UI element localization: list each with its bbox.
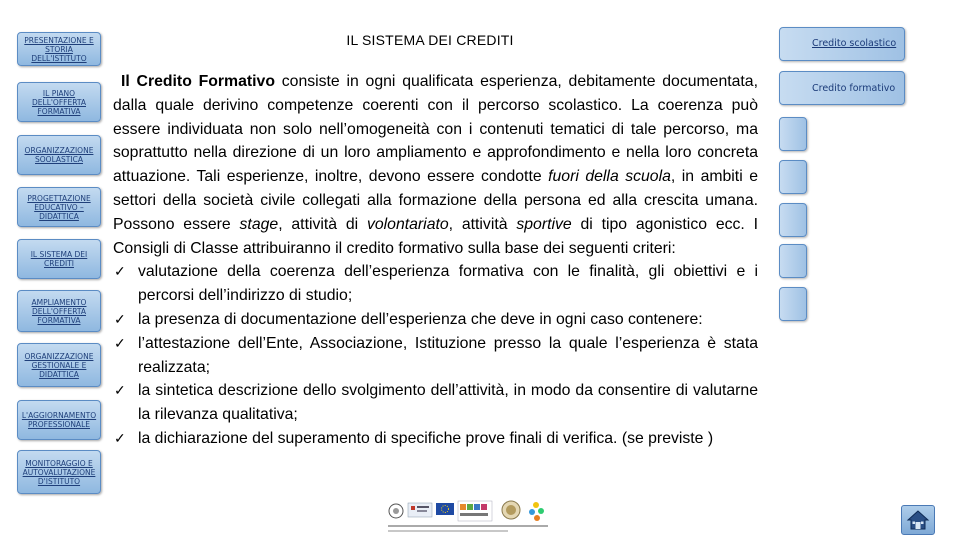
- nav-ampliamento[interactable]: [17, 290, 101, 332]
- criteria-text: la sintetica descrizione dello svolgimento dell’attività, in modo da consentire di valutarne la rilevanza qualitativa;: [138, 382, 758, 424]
- main-content: [113, 70, 758, 451]
- right-nav-button-7[interactable]: [779, 287, 807, 321]
- home-icon: [906, 509, 930, 531]
- intro-italic-3: volontariato: [366, 215, 449, 233]
- criteria-text: la presenza di documentazione dell’esperienza che deve in ogni caso contenere:: [138, 310, 703, 328]
- check-icon: ✓: [114, 429, 126, 446]
- eu-flag-logo: [436, 503, 454, 515]
- footer-caption-line: [388, 530, 508, 532]
- credito-scolastico-label[interactable]: Credito scolastico: [812, 38, 897, 49]
- list-item: [114, 260, 758, 308]
- nav-piano-offerta[interactable]: [17, 82, 101, 122]
- seal-logo: [502, 501, 520, 519]
- nav-progettazione[interactable]: [17, 187, 101, 227]
- list-item: [114, 332, 758, 380]
- nav-organizzazione-gestionale-label: ORGANIZZAZIONE GESTIONALE E DIDATTICA: [24, 351, 94, 379]
- right-nav-button-6[interactable]: [779, 244, 807, 278]
- intro-paragraph: [113, 70, 758, 260]
- nav-organizzazione-scolastica[interactable]: [17, 135, 101, 175]
- nav-aggiornamento[interactable]: [17, 400, 101, 440]
- credito-formativo-label: Credito formativo: [812, 83, 896, 94]
- intro-text-4: , attività: [448, 215, 517, 233]
- nav-organizzazione-scolastica-label: ORGANIZZAZIONE SOOLASTICA: [24, 146, 94, 164]
- intro-text-1: consiste in ogni qualificata esperienza, debitamente documentata, dalla quale derivino competenze coerenti con il percorso scolastico. La coerenza può essere individuata non solo nell’omogeneità con i contenuti tematici di tale percorso, ma soprattutto nella direzione di un loro ampliamento e approfondimento e nella loro concreta attuazione. Tali esperienze, inoltre, devono essere condotte: [113, 73, 758, 186]
- nav-progettazione-label: PROGETTAZIONE EDUCATIVO – DIDATTICA: [27, 193, 91, 221]
- intro-text-3: , attività di: [278, 215, 367, 233]
- emblem-logo: [389, 504, 403, 518]
- right-nav-button-3[interactable]: [779, 117, 807, 151]
- criteria-text: la dichiarazione del superamento di specifiche prove finali di verifica. (se previste ): [138, 429, 714, 447]
- list-item: [114, 308, 758, 332]
- criteria-text: valutazione della coerenza dell’esperienza formativa con le finalità, gli obiettivi e i percorsi dell’indirizzo di studio;: [138, 263, 758, 305]
- footer-caption-line: [388, 525, 548, 527]
- criteria-text: l’attestazione dell’Ente, Associazione, Istituzione presso la quale l’esperienza è stata realizzata;: [138, 334, 758, 376]
- intro-italic-2: stage: [239, 215, 279, 233]
- right-nav-button-5[interactable]: [779, 203, 807, 237]
- program-logo: [458, 501, 492, 521]
- page-title: IL SISTEMA DEI CREDITI: [346, 32, 514, 48]
- flower-logo: [529, 502, 544, 521]
- home-button[interactable]: [901, 505, 935, 535]
- check-icon: ✓: [114, 382, 126, 399]
- intro-lead: Il Credito Formativo: [121, 73, 275, 90]
- nav-presentazione[interactable]: [17, 32, 101, 66]
- criteria-list: [113, 260, 758, 450]
- intro-text-5: di tipo agonistico ecc. I Consigli di Classe attribuiranno il credito formativo sulla base dei seguenti criteri:: [113, 215, 758, 257]
- list-item: [114, 379, 758, 427]
- intro-text-2: , in ambiti e settori della società civile collegati alla formazione della persona ed alla crescita umana. Possono essere: [113, 168, 758, 233]
- nav-monitoraggio-label: MONITORAGGIO E AUTOVALUTAZIONE D'ISTITUTO: [22, 458, 96, 486]
- right-nav-button-4[interactable]: [779, 160, 807, 194]
- nav-ampliamento-label: AMPLIAMENTO DELL'OFFERTA FORMATIVA: [31, 297, 87, 325]
- nav-piano-offerta-label: IL PIANO DELL'OFFERTA FORMATIVA: [32, 88, 86, 116]
- nav-sistema-crediti[interactable]: [17, 239, 101, 279]
- check-icon: ✓: [114, 310, 126, 327]
- check-icon: ✓: [114, 334, 126, 351]
- intro-italic-1: fuori della scuola: [548, 168, 671, 186]
- nav-sistema-crediti-label: IL SISTEMA DEI CREDITI: [30, 250, 88, 268]
- nav-monitoraggio[interactable]: [17, 450, 101, 494]
- logos-strip: [386, 497, 554, 537]
- check-icon: ✓: [114, 263, 126, 280]
- intro-italic-4: sportive: [516, 215, 572, 233]
- institute-logo: [408, 503, 432, 517]
- nav-aggiornamento-label: L'AGGIORNAMENTO PROFESSIONALE: [21, 411, 97, 429]
- nav-organizzazione-gestionale[interactable]: [17, 343, 101, 387]
- list-item: [114, 427, 758, 451]
- nav-presentazione-label: PRESENTAZIONE E STORIA DELL'ISTITUTO: [24, 35, 94, 63]
